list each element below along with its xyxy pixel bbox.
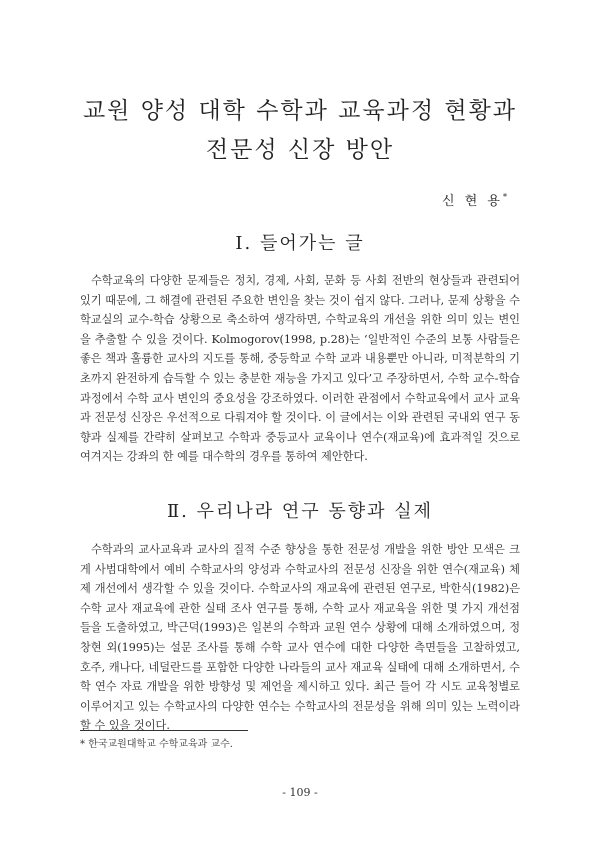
paper-title-line-1: 교원 양성 대학 수학과 교육과정 현황과 <box>82 98 518 124</box>
author-footnote-mark: * <box>503 192 510 202</box>
author-name-text: 신 현 용 <box>442 194 503 209</box>
page-number: - 109 - <box>282 786 318 799</box>
footnote: * 한국교원대학교 수학교육과 교수. <box>80 739 233 750</box>
section-heading-research-trends: Ⅱ. 우리나라 연구 동향과 실제 <box>166 501 434 522</box>
section-paragraph-introduction: 수학교육의 다양한 문제들은 정치, 경제, 사회, 문화 등 사회 전반의 현상들과 관련되어 있기 때문에, 그 해결에 관련된 주요한 변인을 찾는 것이 쉽지 않다. 그러나, 문제 상황을 수학교실의 교수-학습 상황으로 축소하여 생각하면, 수학교육의 개선을 위한 의미 있는 변인을 추출할 수 있을 것이다. Kolmogorov(1998, p.28)는 ‘일반적인 수준의 보통 사람들은 좋은 책과 훌륭한 교사의 지도를 통해, 중등학교 수학 교과 내용뿐만 아니라, 미적분학의 기초까지 완전하게 습득할 수 있는 충분한 재능을 가지고 있다’고 주장하면서, 수학 교수-학습 과정에서 수학 교사 변인의 중요성을 강조하였다. 이러한 관점에서 수학교육에서 교사 교육과 전문성 신장은 우선적으로 다뤄져야 할 것이다. 이 글에서는 이와 관련된 국내외 연구 동향과 실제를 간략히 살펴보고 수학과 중등교사 교육이나 연수(재교육)에 효과적일 것으로 여겨지는 강좌의 한 예를 대수학의 경우를 통하여 제안한다. <box>80 274 520 464</box>
section-heading-introduction: Ⅰ. 들어가는 글 <box>235 233 365 254</box>
paper-title-line-2: 전문성 신장 방안 <box>205 137 395 163</box>
author-name <box>442 190 510 209</box>
section-paragraph-research-trends: 수학과의 교사교육과 교사의 질적 수준 향상을 통한 전문성 개발을 위한 방안 모색은 크게 사범대학에서 예비 수학교사의 양성과 수학교사의 전문성 신장을 위한 연수(재교육) 체제 개선에서 생각할 수 있을 것이다. 수학교사의 재교육에 관련된 연구로, 박한식(1982)은 수학 교사 재교육에 관한 실태 조사 연구를 통해, 수학 교사 재교육을 위한 몇 가지 개선점들을 도출하였고, 박근덕(1993)은 일본의 수학과 교원 연수 상황에 대해 소개하였으며, 정창현 외(1995)는 설문 조사를 통해 수학 교사 연수에 대한 다양한 측면들을 고찰하였고, 호주, 캐나다, 네덜란드를 포함한 다양한 나라들의 교사 재교육 실태에 대해 소개하면서, 수학 연수 자료 개발을 위한 방향성 및 제언을 제시하고 있다. 최근 들어 각 시도 교육청별로 이루어지고 있는 수학교사의 다양한 연수는 수학교사의 전문성을 위해 의미 있는 노력이라 할 수 있을 것이다. <box>80 543 520 733</box>
footnote-divider <box>80 730 248 731</box>
